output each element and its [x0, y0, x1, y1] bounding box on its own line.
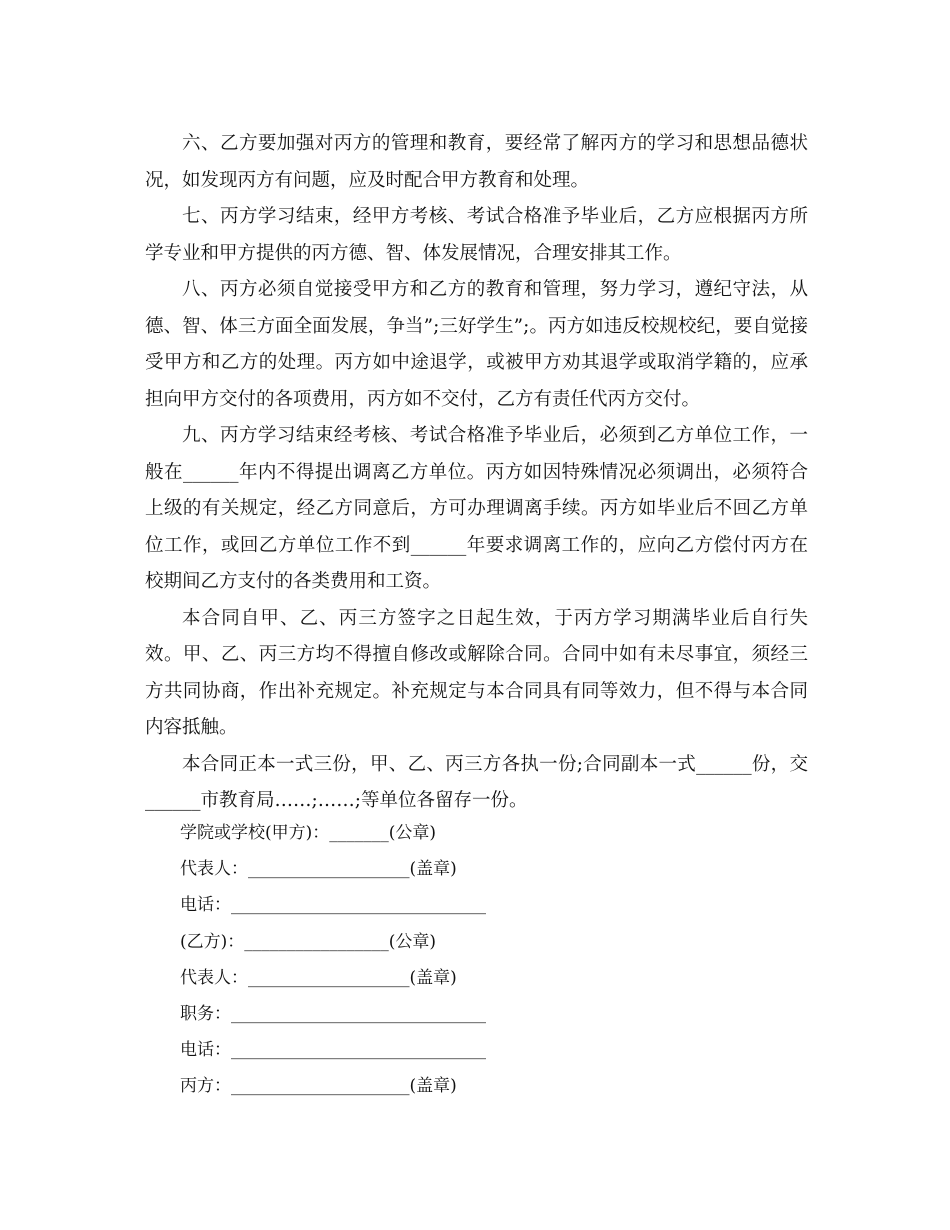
- copies-clause: 本合同正本一式三份，甲、乙、丙三方各执一份;合同副本一式______份，交______市教育局……;……;等单位各留存一份。: [145, 753, 808, 811]
- party-a-phone-line: 电话：______________________________: [180, 895, 486, 916]
- party-b-position-line: 职务：______________________________: [180, 1004, 486, 1025]
- party-c-line: 丙方：_____________________(盖章): [180, 1076, 457, 1097]
- contract-body: [145, 126, 808, 820]
- clause-8: 八、丙方必须自觉接受甲方和乙方的教育和管理，努力学习，遵纪守法，从德、智、体三方面全面发展，争当”;三好学生”;。丙方如违反校规校纪，要自觉接受甲方和乙方的处理。丙方如中途退学，或被甲方劝其退学或取消学籍的，应承担向甲方交付的各项费用，丙方如不交付，乙方有责任代丙方交付。: [145, 279, 808, 410]
- clause-6: 六、乙方要加强对丙方的管理和教育，要经常了解丙方的学习和思想品德状况，如发现丙方有问题，应及时配合甲方教育和处理。: [145, 133, 808, 191]
- signature-block: [180, 815, 486, 1105]
- clause-9: 九、丙方学习结束经考核、考试合格准予毕业后，必须到乙方单位工作，一般在______年内不得提出调离乙方单位。丙方如因特殊情况必须调出，必须符合上级的有关规定，经乙方同意后，方可办理调离手续。丙方如毕业后不回乙方单位工作，或回乙方单位工作不到______年要求调离工作的，应向乙方偿付丙方在校期间乙方支付的各类费用和工资。: [145, 425, 808, 592]
- party-b-line: (乙方)：_________________(公章): [180, 931, 437, 952]
- party-a-school-line: 学院或学校(甲方)：_______(公章): [180, 823, 437, 843]
- clause-7: 七、丙方学习结束，经甲方考核、考试合格准予毕业后，乙方应根据丙方所学专业和甲方提供的丙方德、智、体发展情况，合理安排其工作。: [145, 206, 808, 264]
- party-b-representative-line: 代表人：___________________(盖章): [180, 967, 457, 988]
- party-b-phone-line: 电话：______________________________: [180, 1040, 486, 1061]
- effective-clause: 本合同自甲、乙、丙三方签字之日起生效，于丙方学习期满毕业后自行失效。甲、乙、丙三方均不得擅自修改或解除合同。合同中如有未尽事宜，须经三方共同协商，作出补充规定。补充规定与本合同具有同等效力，但不得与本合同内容抵触。: [145, 607, 808, 738]
- party-a-representative-line: 代表人：___________________(盖章): [180, 859, 457, 880]
